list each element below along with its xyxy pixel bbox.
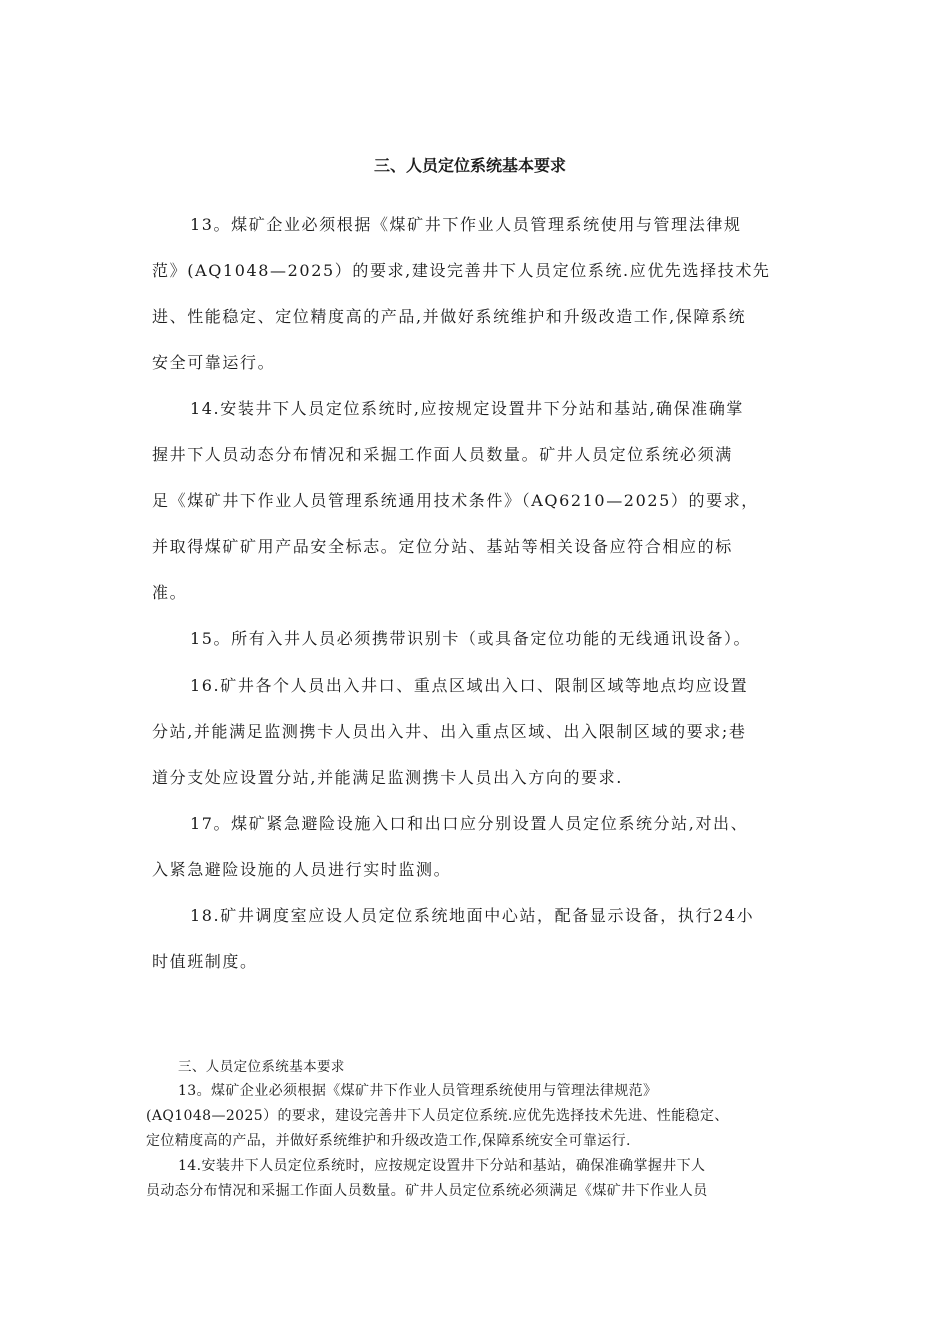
paragraph-13-line-2: 范》(AQ1048—2025）的要求,建设完善井下人员定位系统.应优先选择技术先 [152,261,771,280]
repeated-paragraph-13-line-1: 13。煤矿企业必须根据《煤矿井下作业人员管理系统使用与管理法律规范》 [178,1083,658,1099]
repeated-paragraph-14-line-1: 14.安装井下人员定位系统时，应按规定设置井下分站和基站，确保准确掌握井下人 [178,1158,706,1174]
paragraph-16-line-1: 16.矿井各个人员出入井口、重点区域出入口、限制区域等地点均应设置 [190,676,749,695]
paragraph-14-line-3: 足《煤矿井下作业人员管理系统通用技术条件》（AQ6210—2025）的要求， [152,491,759,510]
paragraph-14-line-2: 握井下人员动态分布情况和采掘工作面人员数量。矿井人员定位系统必须满 [152,445,733,464]
repeated-paragraph-14-line-2: 员动态分布情况和采掘工作面人员数量。矿井人员定位系统必须满足《煤矿井下作业人员 [146,1183,708,1199]
paragraph-18-line-2: 时值班制度。 [152,952,258,971]
paragraph-17-line-2: 入紧急避险设施的人员进行实时监测。 [152,860,452,879]
paragraph-16-line-3: 道分支处应设置分站,并能满足监测携卡人员出入方向的要求. [152,768,623,787]
paragraph-14-line-4: 并取得煤矿矿用产品安全标志。定位分站、基站等相关设备应符合相应的标 [152,537,733,556]
paragraph-15-line-1: 15。所有入井人员必须携带识别卡（或具备定位功能的无线通讯设备）。 [190,629,752,648]
paragraph-18-line-1: 18.矿井调度室应设人员定位系统地面中心站，配备显示设备，执行24小 [190,906,755,925]
repeated-paragraph-13-line-2: (AQ1048—2025）的要求，建设完善井下人员定位系统.应优先选择技术先进、性能稳定、 [146,1108,729,1124]
section-title: 三、人员定位系统基本要求 [373,156,566,175]
paragraph-13-line-3: 进、性能稳定、定位精度高的产品,并做好系统维护和升级改造工作,保障系统 [152,307,747,326]
paragraph-17-line-1: 17。煤矿紧急避险设施入口和出口应分别设置人员定位系统分站,对出、 [190,814,749,833]
paragraph-14-line-1: 14.安装井下人员定位系统时,应按规定设置井下分站和基站,确保准确掌 [190,399,745,418]
repeated-paragraph-13-line-3: 定位精度高的产品，并做好系统维护和升级改造工作,保障系统安全可靠运行. [146,1133,631,1149]
paragraph-13-line-1: 13。煤矿企业必须根据《煤矿井下作业人员管理系统使用与管理法律规 [190,215,742,234]
paragraph-16-line-2: 分站,并能满足监测携卡人员出入井、出入重点区域、出入限制区域的要求;巷 [152,722,747,741]
repeated-section-title: 三、人员定位系统基本要求 [178,1059,345,1075]
paragraph-14-line-5: 准。 [152,583,188,602]
paragraph-13-line-4: 安全可靠运行。 [152,353,276,372]
